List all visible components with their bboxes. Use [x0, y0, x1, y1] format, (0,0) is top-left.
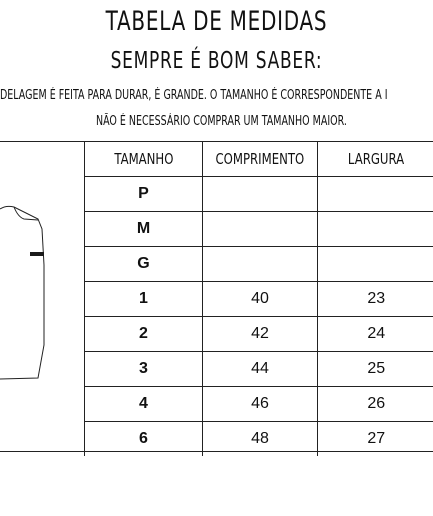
shirt-tag-label	[30, 252, 44, 256]
table-row	[85, 212, 433, 247]
largura-cell	[318, 212, 433, 247]
size-cell: 4	[85, 387, 203, 422]
size-cell: P	[85, 177, 203, 212]
size-cell: 1	[85, 282, 203, 317]
largura-cell: 23	[318, 282, 433, 317]
size-cell: 2	[85, 317, 203, 352]
table-row	[85, 317, 433, 352]
table-row	[85, 352, 433, 387]
size-cell: G	[85, 247, 203, 282]
column-header-tamanho: TAMANHO	[85, 142, 203, 177]
size-table	[84, 141, 433, 456]
largura-cell: 26	[318, 387, 433, 422]
t-shirt-outline-icon	[0, 195, 84, 399]
largura-cell	[318, 177, 433, 212]
size-cell: M	[85, 212, 203, 247]
size-cell: 3	[85, 352, 203, 387]
note-line-1: DELAGEM É FEITA PARA DURAR, É GRANDE. O TAMANHO É CORRESPONDENTE A I	[0, 88, 388, 103]
size-cell: 6	[85, 422, 203, 457]
comprimento-cell	[203, 177, 318, 212]
column-header-comprimento: COMPRIMENTO	[203, 142, 318, 177]
table-header-row	[85, 142, 433, 177]
comprimento-cell: 42	[203, 317, 318, 352]
comprimento-cell: 40	[203, 282, 318, 317]
table-row	[85, 422, 433, 457]
page-subtitle: SEMPRE É BOM SABER:	[110, 48, 323, 74]
largura-cell: 24	[318, 317, 433, 352]
comprimento-cell	[203, 212, 318, 247]
comprimento-cell	[203, 247, 318, 282]
table-row	[85, 247, 433, 282]
largura-cell: 27	[318, 422, 433, 457]
comprimento-cell: 48	[203, 422, 318, 457]
comprimento-cell: 44	[203, 352, 318, 387]
page-title: TABELA DE MEDIDAS	[105, 6, 328, 37]
column-header-largura: LARGURA	[318, 142, 433, 177]
note-line-2: NÃO É NECESSÁRIO COMPRAR UM TAMANHO MAIOR.	[96, 114, 347, 129]
comprimento-cell: 46	[203, 387, 318, 422]
table-row	[85, 177, 433, 212]
largura-cell: 25	[318, 352, 433, 387]
largura-cell	[318, 247, 433, 282]
table-row	[85, 282, 433, 317]
table-row	[85, 387, 433, 422]
